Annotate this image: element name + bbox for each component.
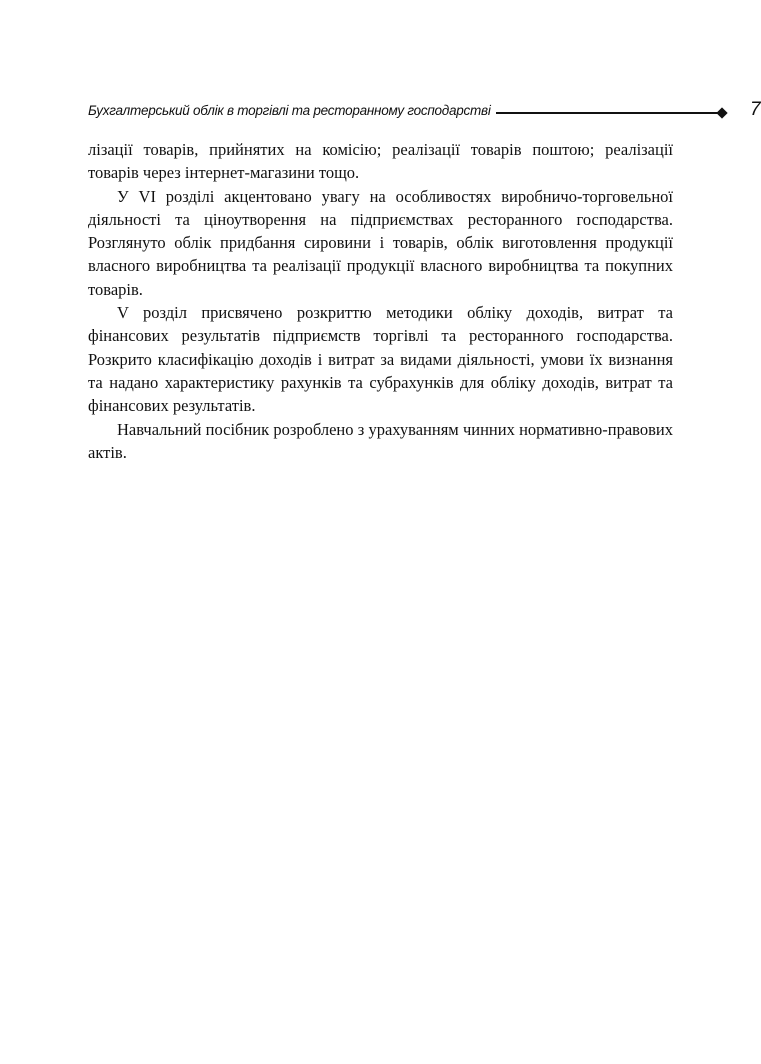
running-title: Бухгалтерський облік в торгівлі та ресторанному господарстві	[88, 103, 491, 118]
diamond-ornament-icon	[716, 107, 727, 118]
paragraph-continuation: лізації товарів, прийнятих на комісію; реалізації товарів поштою; реалізації товарів через інтернет-магазини тощо.	[88, 140, 673, 183]
paragraph-section-vi: У VI розділі акцентовано увагу на особливостях виробничо-торговельної діяльності та ціноутворення на підприємствах ресторанного господарства. Розглянуто облік придбання сировини і товарів, облік виготовлення продукції власного виробництва та реалізації продукції власного виробництва та покупних товарів.	[88, 186, 673, 299]
page-number: 7	[750, 99, 761, 120]
paragraph-section-v: V розділ присвячено розкриттю методики обліку доходів, витрат та фінансових результатів підприємств торгівлі та ресторанного господарства. Розкрито класифікацію доходів і витрат за видами діяльності, умови їх визнання та надано характеристику рахунків та субрахунків для обліку доходів, витрат та фінансових результатів.	[88, 303, 673, 416]
body-text	[88, 138, 673, 464]
running-header	[88, 99, 761, 125]
header-rule	[496, 112, 722, 114]
paragraph-legal-basis: Навчальний посібник розроблено з урахуванням чинних нормативно-правових актів.	[88, 419, 673, 462]
